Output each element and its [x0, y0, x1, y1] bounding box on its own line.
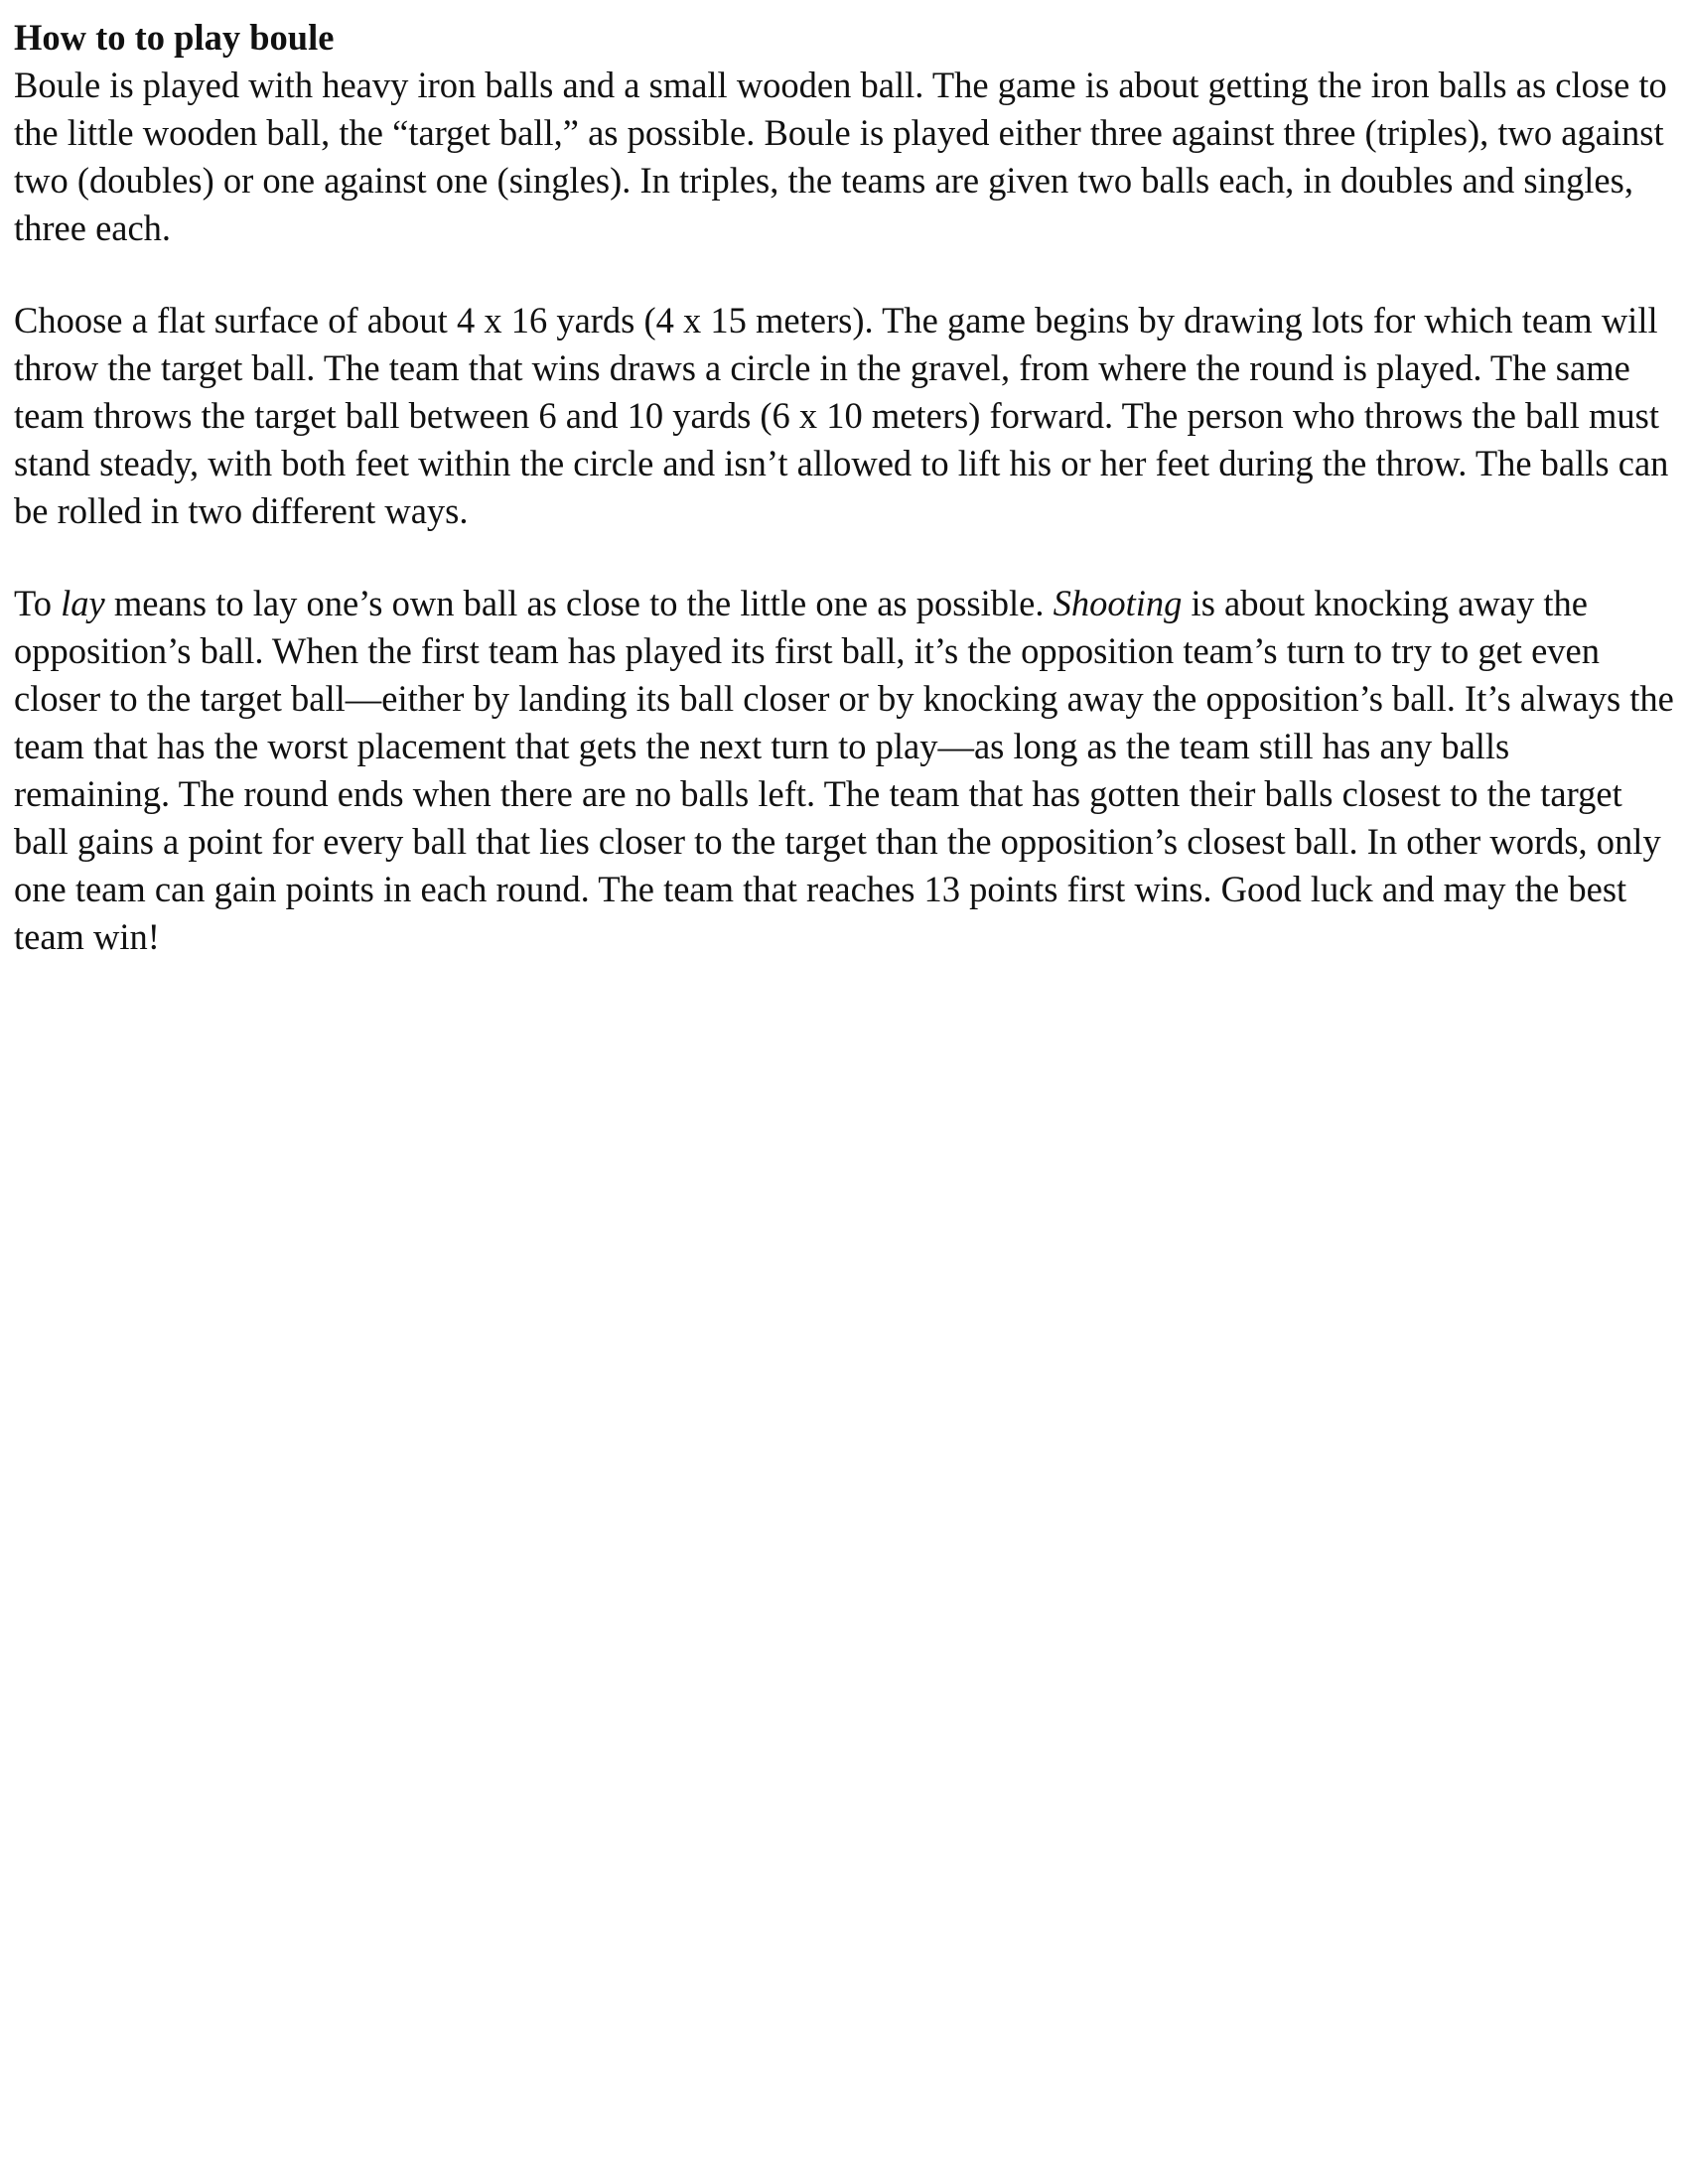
term-shooting: Shooting: [1053, 583, 1183, 623]
document-page: [14, 14, 1674, 1006]
term-lay: lay: [61, 583, 105, 623]
document-title: How to to play boule: [14, 17, 335, 58]
paragraph-rules-text-1: To: [14, 583, 62, 623]
paragraph-intro: Boule is played with heavy iron balls and a small wooden ball. The game is about getting the iron balls as close to the little wooden ball, the “target ball,” as possible. Boule is played either three against three (triples), two against two (doubles) or one against one (singles). In triples, the teams are given two balls each, in doubles and singles, three each.: [14, 65, 1667, 248]
paragraph-rules-text-2: means to lay one’s own ball as close to the little one as possible.: [104, 583, 1054, 623]
paragraph-rules: [14, 580, 1674, 961]
paragraph-rules-text-3: is about knocking away the opposition’s ball. When the first team has played its first ball, it’s the opposition team’s turn to try to get even closer to the target ball—either by landing its ball closer or by knocking away the opposition’s ball. It’s always the team that has the worst placement that gets the next turn to play—as long as the team still has any balls remaining. The round ends when there are no balls left. The team that has gotten their balls closest to the target ball gains a point for every ball that lies closer to the target than the opposition’s closest ball. In other words, only one team can gain points in each round. The team that reaches 13 points first wins. Good luck and may the best team win!: [14, 583, 1674, 957]
paragraph-setup: Choose a flat surface of about 4 x 16 yards (4 x 15 meters). The game begins by drawing lots for which team will throw the target ball. The team that wins draws a circle in the gravel, from where the round is played. The same team throws the target ball between 6 and 10 yards (6 x 10 meters) forward. The person who throws the ball must stand steady, with both feet within the circle and isn’t allowed to lift his or her feet during the throw. The balls can be rolled in two different ways.: [14, 300, 1669, 531]
